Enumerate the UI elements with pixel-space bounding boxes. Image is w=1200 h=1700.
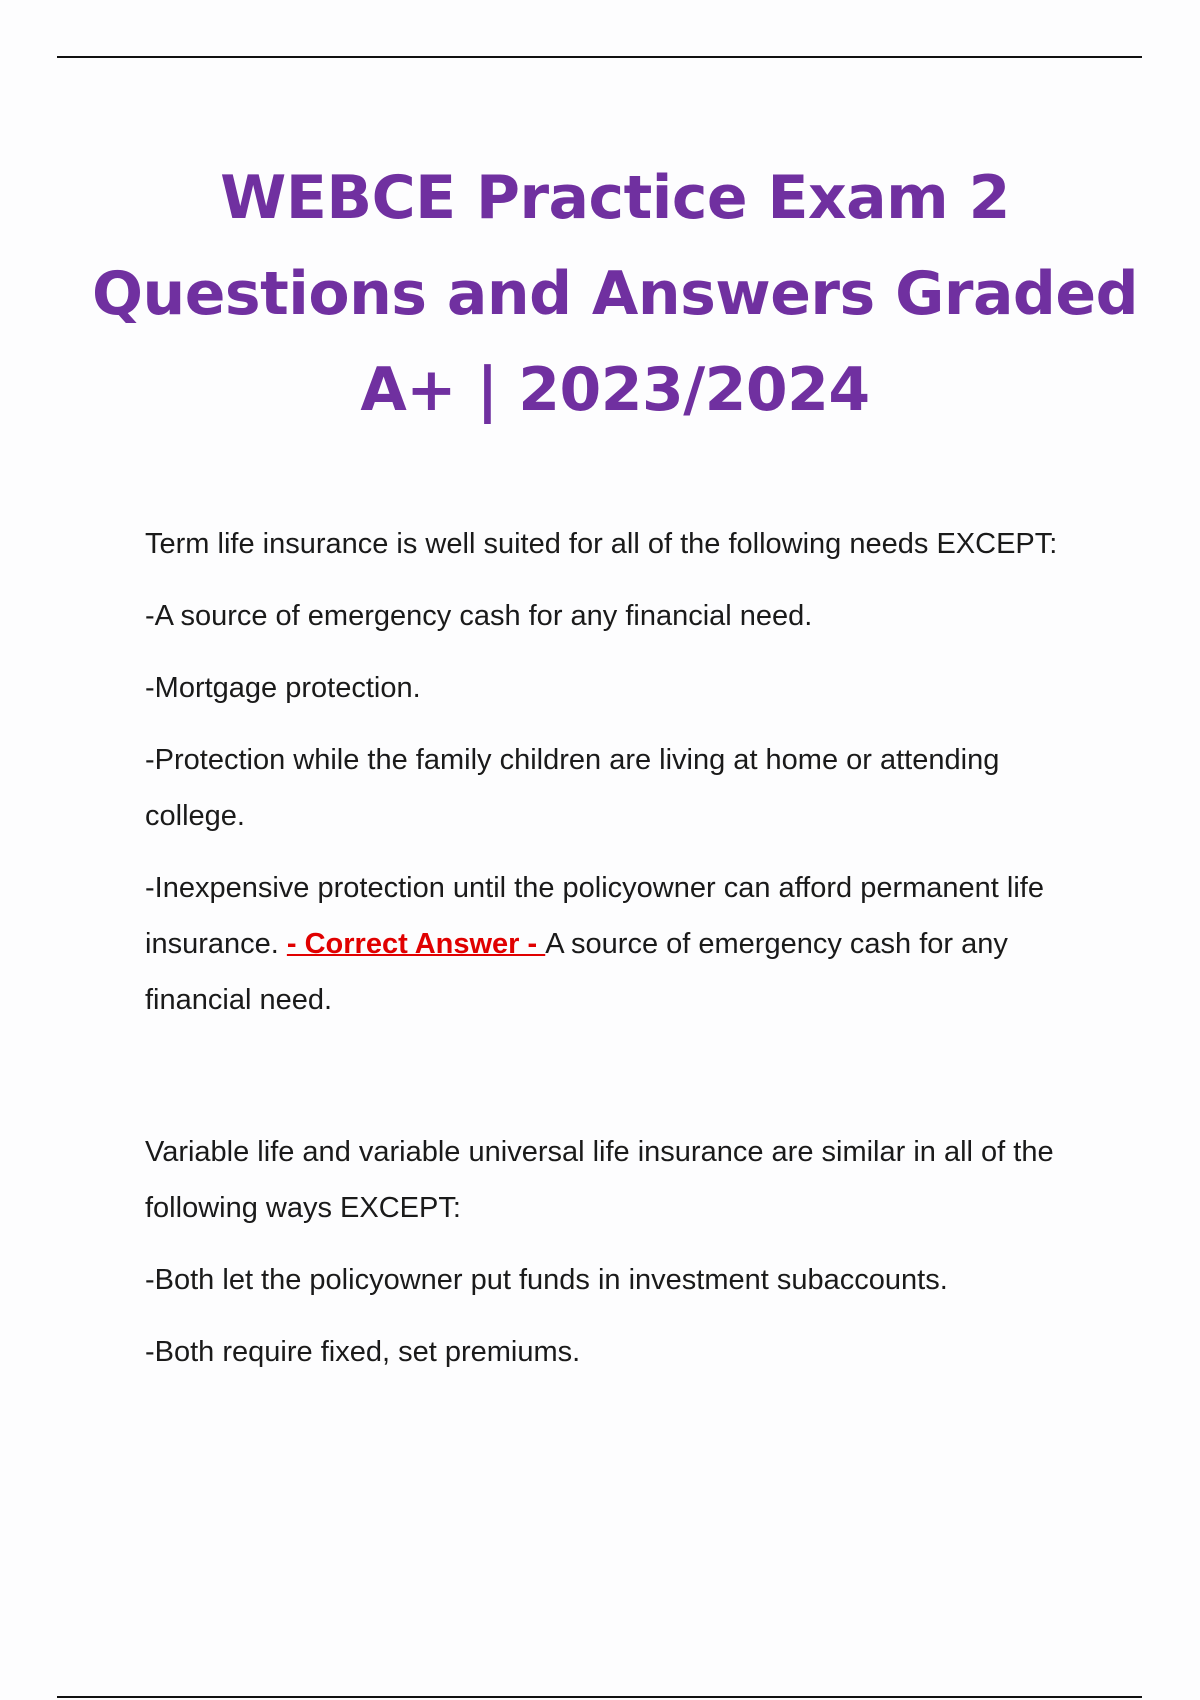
title-line: A+ | 2023/2024	[360, 355, 870, 425]
answer-option: -Mortgage protection.	[145, 672, 421, 704]
answer-option: -Inexpensive protection until the policyowner can afford permanent life insurance.	[145, 872, 1044, 960]
correct-answer-text: A source of emergency cash for any financial need.	[145, 928, 1008, 1016]
question-block	[145, 1124, 1105, 1380]
correct-answer-label: - Correct Answer -	[286, 928, 546, 960]
answer-option: -Both require fixed, set premiums.	[145, 1336, 581, 1368]
title-line: WEBCE Practice Exam 2	[220, 163, 1010, 233]
answer-option: -Protection while the family children are living at home or attending college.	[145, 744, 1000, 832]
question-prompt: Term life insurance is well suited for all of the following needs EXCEPT:	[145, 528, 1058, 560]
document-title	[60, 150, 1170, 438]
top-rule	[57, 56, 1142, 58]
answer-option: -Both let the policyowner put funds in investment subaccounts.	[145, 1264, 948, 1296]
bottom-rule	[57, 1696, 1142, 1698]
answer-option-with-answer	[145, 860, 1105, 1028]
answer-option: -A source of emergency cash for any financial need.	[145, 600, 813, 632]
title-line: Questions and Answers Graded	[91, 259, 1139, 329]
question-separator	[145, 1044, 1105, 1124]
question-prompt: Variable life and variable universal life insurance are similar in all of the following ways EXCEPT:	[145, 1136, 1054, 1224]
document-body	[145, 516, 1105, 1396]
question-block	[145, 516, 1105, 1028]
